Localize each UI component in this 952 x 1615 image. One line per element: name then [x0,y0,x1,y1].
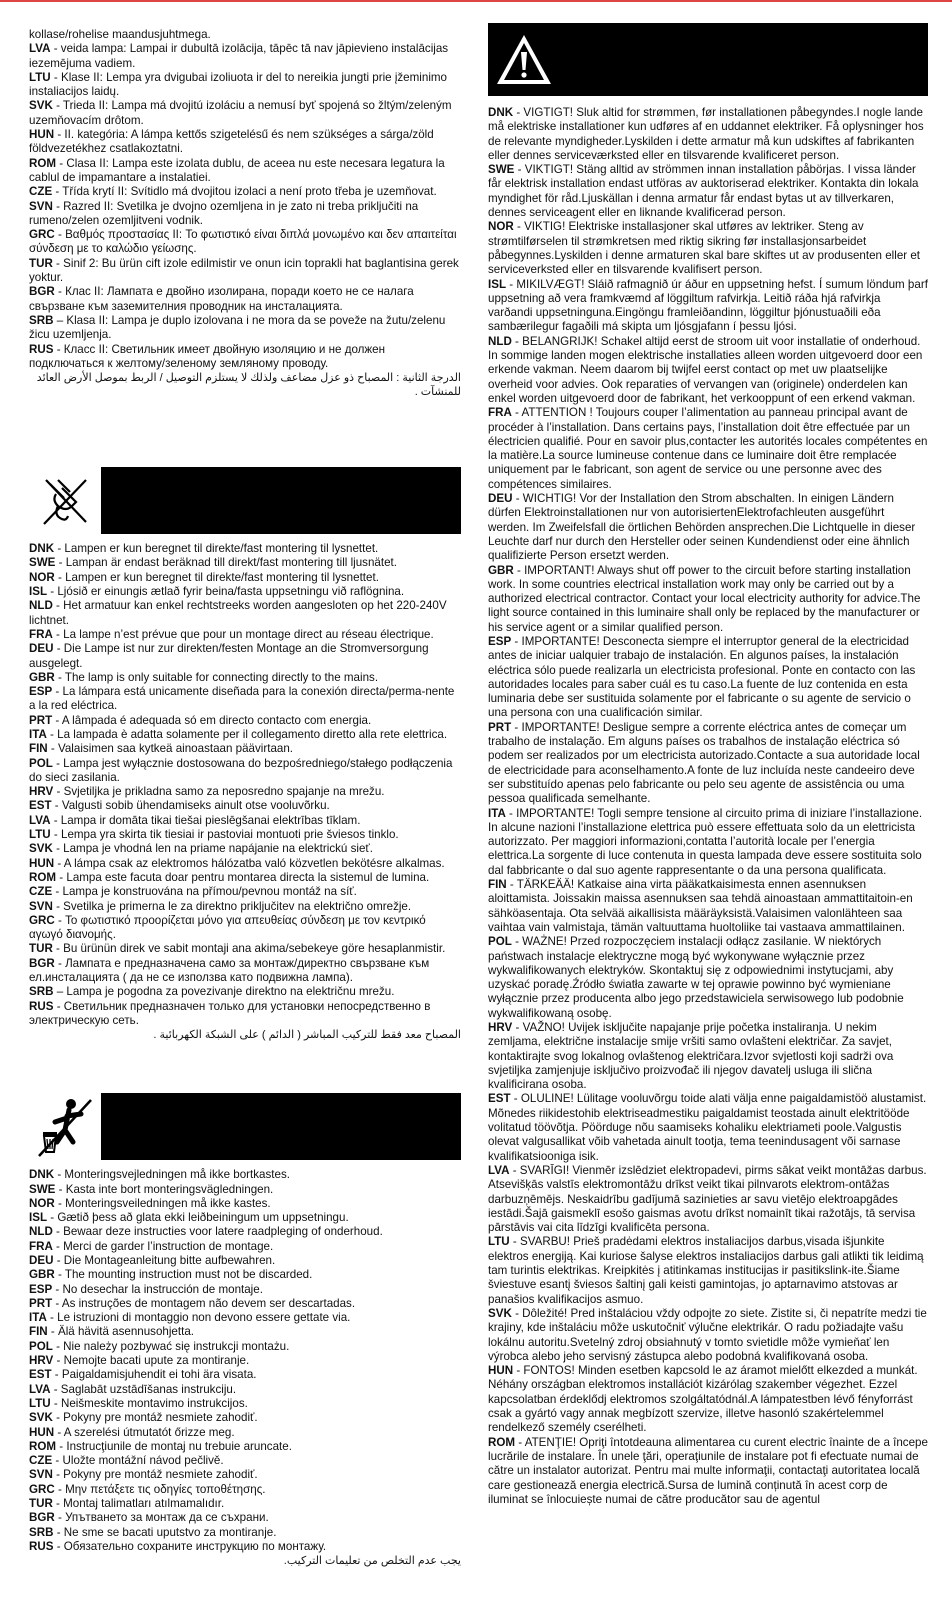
entry-text: - Обязательно сохраните инструкцию по монтажу. [53,1539,327,1553]
language-code: SVN [29,1468,53,1482]
language-code: TUR [29,256,53,270]
entry-text: - A lâmpada é adequada só em directo contacto com energia. [52,713,372,727]
language-entry [488,406,928,492]
entry-text: - No desechar la instrucción de montaje. [52,1282,263,1296]
entry-text: - Клас II: Лампата е двойно изолирана, поради което не се налага свързване към заземителния проводник на инсталацията. [29,285,414,313]
language-code: FIN [29,1325,48,1339]
language-code: SVK [29,842,53,856]
language-entry [29,1426,461,1440]
entry-text: - The mounting instruction must not be discarded. [54,1268,313,1282]
language-code: SWE [29,1182,56,1196]
entry-text: - Лампата е предназначена само за монтаж/директно свързване към ел.инсталацията ( да не се използва като подвижна лампа). [29,956,430,985]
language-code: SVK [29,1411,53,1425]
entry-text: - Třída krytí II: Svítidlo má dvojitou izolaci a není proto třeba je uzemňovat. [52,185,437,199]
language-entry [29,842,461,856]
language-entry [29,900,461,914]
entry-text: - Το φωτιστικό προορίζεται μόνο για απευθείας σύνδεση με τον κεντρικό αγωγό διανομής. [29,913,426,942]
language-code: NLD [488,334,512,348]
person-bin-icon [29,1093,101,1160]
entry-text: - Lampa este facuta doar pentru montarea directa la sistemul de lumina. [56,870,430,884]
language-entry [29,914,461,943]
entry-text: - veida lampa: Lampai ir dubultā izolācija, tāpēc tā nav jāpievieno instalācijas iezemējuma vadiem. [29,42,449,70]
language-code: SWE [29,556,56,570]
entry-text: - Clasa II: Lampa este izolata dublu, de aceea nu este necesara legatura la cablul de impamantare a instalatiei. [29,156,445,184]
language-code: ROM [29,870,57,884]
language-entry [488,1092,928,1163]
entry-text: - Dôležité! Pred inštaláciou vždy odpojte zo siete. Zistite si, či nepatríte medzi tie krajiny, kde inštaláciu môže uskutočniť výlučne elektrikár. O radu požiadajte vašu lokálnu autoritu.Svetelný zdroj obsiahnutý v tomto svietidle môže vymieňať len výrobca alebo jeho servisný zástupca alebo podobná kvalifikovaná osoba. [488,1306,927,1363]
language-code: ITA [29,727,47,741]
language-entry [29,257,461,286]
entry-text: - Uložte montážní návod pečlivě. [52,1454,224,1468]
language-code: ESP [29,685,53,699]
entry-text: – Klasa II: Lampa je duplo izolovana i ne mora da se poveže na žutu/zelenu žicu uzemljenja. [29,313,446,342]
safety-warnings-section [488,106,928,1507]
entry-text: - Bu ürünün direk ve sabit montaji ana akima/sebekeye göre hesaplanmistir. [52,942,446,956]
entry-text: - IMPORTANTE! Desligue sempre a corrente eléctrica antes de começar um trabalho de instalação. Em alguns países os trabalhos de instalação eléctrica só podem ser realizados por um electricista autorizado.Contacte a sua autoridade local de electricidade para aconselhamento.A fonte de luz incluída neste candeeiro deve ser substituído apenas pelo fabricante ou pelo seu agente de assistência ou uma pessoa qualificada semelhante. [488,720,920,806]
entry-text: - VAŽNO! Uvijek isključite napajanje prije početka instaliranja. U nekim zemljama, električne instalacije smije vršiti samo ovlašteni električar. Za savjet, kontaktirajte svog lokalnog ovlaštenog električara.Izvor svjetlosti koji sadrži ova svjetiljka zamjenjuje isključivo proizvođač ili njegov davatelj usluga ili slična kvalificirana osoba. [488,1021,894,1092]
language-code: FIN [29,742,48,756]
entry-text: - SVARĪGI! Vienmēr izslēdziet elektropadevi, pirms sākat veikt montāžas darbus. Atsevišķās valstīs elektromontāžu drīkst veikt tikai pilnvarots elektrom-ontāžas darbuzņēmējs. Neskaidrību gadījumā sazinieties ar savu vietējo elektroapgādes iestādi.Šajā gaismeklī esošo gaismas avotu drīkst nomainīt tikai ražotājs, tā servisa pārstāvis vai cita līdzīgi kvalificēta persona. [488,1163,927,1235]
language-entry [29,1368,461,1382]
language-code: FRA [488,406,512,420]
language-code: ISL [29,585,48,599]
language-code: GRC [29,913,55,927]
entry-text: - Βαθμός προστασίας II: Το φωτιστικό είναι διπλά μονωμένο και δεν απαιτείται σύνδεση με το καλώδιο γείωσης. [29,228,457,256]
language-entry [29,128,461,157]
language-entry [29,542,461,556]
entry-text: - MIKILVÆGT! Sláið rafmagnið úr áður en uppsetning hefst. Í sumum löndum þarf uppsetning að vera framkvæmd af löggiltum rafvirkja. Leitið ráða hjá rafvirkja varðandi uppsetninguna.Eingöngu framleiðandinn, löggiltur þjónustuaðili eða sambærilegur fagaðili má skipta um ljósgjafann í þessu ljósi. [488,277,928,334]
entry-text: - Упътването за монтаж да се съхрани. [54,1511,269,1525]
language-code: RUS [29,1539,54,1553]
entry-text: - La lámpara está unicamente diseñada para la conexión directa/perma-nente a la red eléctrica. [29,685,455,713]
language-entry [29,1183,461,1197]
language-entry [29,1254,461,1268]
language-entry [488,1436,928,1507]
entry-text: - Μην πετάξετε τις οδηγίες τοποθέτησης. [54,1482,266,1496]
keep-instructions-banner [29,1093,461,1160]
language-entry [29,157,461,186]
language-entry [29,1354,461,1368]
language-code: LVA [29,42,51,56]
language-entry [29,685,461,714]
entry-text: – Lampa je pogodna za povezivanje direktno na električnu mrežu. [53,985,395,999]
entry-text: - WAŻNE! Przed rozpoczęciem instalacji odłącz zasilanie. W niektórych państwach instalacje elektryczne mogą być wykonywane wyłącznie przez wykwalifikowanych elektryków. Skontaktuj się z odpowiednimi instytucjami, aby uzyskać poradę.Źródło światła zawarte w tej oprawie powinno być wymieniane wyłącznie przez producenta albo jego przedstawiciela serwisowego lub podobnie wykwalifikowaną osobę. [488,935,904,1020]
language-entry [29,985,461,999]
language-code: ROM [488,1435,516,1449]
language-code: GRC [29,1482,55,1496]
entry-text: - Svetilka je primerna le za direktno priključitev na električno omrežje. [52,899,412,913]
language-entry [29,1283,461,1297]
language-entry [488,1307,928,1364]
entry-text: - Het armatuur kan enkel rechtstreeks worden aangesloten op het 220-240V lichtnet. [29,599,447,627]
language-entry [29,757,461,786]
language-code: BGR [29,956,55,970]
language-entry [29,871,461,885]
entry-text: - Saglabāt uzstādīšanas instrukciju. [50,1382,237,1396]
language-entry [29,42,461,71]
entry-text: - As instruções de montagem não devem ser descartadas. [52,1296,356,1310]
language-code: HUN [488,1364,514,1378]
entry-text: - Ne sme se bacati uputstvo za montiranje. [53,1525,277,1539]
entry-text: - ATTENTION ! Toujours couper l’alimentation au panneau principal avant de procéder à l’installation. Dans certains pays, l’installation doit être effectuée par un électricien qualifié. Pour en savoir plus,contacter les autorités locales compétentes en la matière.La source lumineuse contenue dans ce luminaire doit être remplacée uniquement par le fabricant, son agent de service ou une personne avec des compétences similaires. [488,406,928,491]
language-entry [29,599,461,628]
entry-text: - Monteringsveiledningen må ikke kastes. [54,1196,271,1210]
warning-triangle-icon [488,23,560,96]
language-entry [29,1197,461,1211]
language-code: ESP [29,1282,53,1296]
entry-text: - Neišmeskite montavimo instrukcijos. [50,1396,248,1410]
entry-text: - OLULINE! Lülitage vooluvõrgu toide alati välja enne paigaldamistöö alustamist. Mõnedes riikidestohib elektriseadmestiku paigaldamist teostada ainult elektritööde volitatud töövõtja. Pöörduge nõu saamiseks kohaliku elektriameti poole.Valgustis olevat valgusallikat võib vahetada ainult tootja, tema teenindusagent või sarnase kvalifikatsiooniga isik. [488,1092,927,1163]
language-entry [29,1497,461,1511]
language-entry [29,1440,461,1454]
language-entry [488,721,928,807]
language-code: RUS [29,342,54,356]
language-code: HRV [29,1354,54,1368]
language-code: ESP [488,634,512,648]
language-entry [29,200,461,229]
language-code: LVA [29,813,51,827]
language-code: TUR [29,942,53,956]
entry-text: - II. kategória: A lámpa kettős szigetelésű és nem szükséges a sárga/zöld földvezetékhez csatlakoztatni. [29,128,434,156]
entry-text: - SVARBU! Prieš pradėdami elektros instaliacijos darbus,visada išjunkite elektros energiją. Kai kuriose šalyse elektros instaliacijos darbus gali atlikti tik leidimą tam turintis elektrikas. Kreipkitės į atitinkamas institucijas ir pasitikslink-ite.Šiame šviestuve esantį šviesos šaltinį gali keisti gamintojas, jo aptarnavimo atstovas ar panašios kvalifikacijos asmuo. [488,1235,924,1306]
warning-banner [488,23,928,96]
language-entry [29,99,461,128]
language-entry [29,714,461,728]
language-entry [488,635,928,721]
language-entry [29,1511,461,1525]
language-code: DNK [29,542,55,556]
entry-text: - Класс II: Светильник имеет двойную изоляцию и не должен подключаться к желтому/зеленому земляному проводу. [29,342,386,370]
language-entry [29,1211,461,1225]
entry-text: - Trieda II: Lampa má dvojitú izoláciu a nemusí byť spojená so žltým/zeleným uzemňovacím drôtom. [29,99,452,127]
language-code: CZE [29,185,53,199]
language-entry [29,585,461,599]
language-entry [29,185,461,199]
entry-text: - Lempa yra skirta tik tiesiai ir pastoviai montuoti prie šviesos tinklo. [50,828,399,842]
language-code: FRA [29,1239,53,1253]
language-code: SVK [488,1306,512,1320]
entry-text: - ATENŢIE! Opriţi întotdeauna alimentarea cu curent electric înainte de a începe lucrările de instalare. În unele ţări, operaţiunile de instalare pot fi efectuate numai de către un instalator autorizat. Pentru mai multe informaţii, contactaţi autoritatea locală care gestionează energia electrică.Sursa de lumină conținută în acest corp de iluminat se înlocuiește numai de către producător sau de agentul [488,1435,928,1506]
entry-text: - Valgusti sobib ühendamiseks ainult otse vooluvõrku. [51,799,330,813]
entry-text: - TÄRKEÄÄ! Katkaise aina virta pääkatkaisimesta ennen asennuksen aloittamista. Joissakin maissa asennuksen saa tehdä ainoastaan ammattitaitoin-en sähköasentaja. Ota selvää aikallisista määräyksistä.Valaisimen valonlähteen saa vaihtaa vain valmistaja, tämän valtuuttama huoltoliike tai vastaava ammattilainen. [488,878,913,934]
language-code: HRV [29,785,54,799]
entry-text: - WICHTIG! Vor der Installation den Strom abschalten. In einigen Ländern dürfen Elektroinstallationen nur von autorisiertenElektrofachleuten ausgeführt werden. Im Zweifelsfall die örtlichen Behörden ansprechen.Die Lichtquelle in dieser Leuchte darf nur durch den Hersteller oder seinen Kundendienst oder eine ähnlich qualifizierte Person ersetzt werden. [488,492,916,563]
language-code: TUR [29,1497,53,1511]
language-code: POL [488,935,512,949]
language-code: ROM [29,156,57,170]
entry-text: - Lampen er kun beregnet til direkte/fast montering til lysnettet. [54,542,379,556]
language-entry [29,628,461,642]
language-entry [29,571,461,585]
entry-text: - Le istruzioni di montaggio non devono essere gettate via. [46,1311,351,1325]
entry-text: - IMPORTANTE! Desconecta siempre el interruptor general de la electricidad antes de iniciar ualquier trabajo de instalación. En algunos países, la instalación eléctrica sólo puede realizarla un electricista profesional. Ponte en contacto con las autoridades locales para saber cuál es tu caso.La fuente de luz contenida en esta luminaria debe ser sustituida solamente por el fabricante o su agente de servicio o una persona con una cualificación similar. [488,634,916,720]
language-entry [29,1225,461,1239]
language-entry [29,1454,461,1468]
language-entry [29,343,461,372]
entry-text: - Lampan är endast beräknad till direkt/fast montering till ljusnätet. [55,556,397,570]
entry-text: - Pokyny pre montáž nesmiete zahodiť. [52,1468,258,1482]
entry-text: - Nie należy pozbywać się instrukcji montażu. [52,1339,290,1353]
language-entry [29,1340,461,1354]
language-code: LVA [29,1382,51,1396]
language-code: EST [488,1092,511,1106]
language-code: LVA [488,1163,510,1177]
entry-text: - Svjetiljka je prikladna samo za neposredno spajanje na mrežu. [53,785,385,799]
entry-text: - The lamp is only suitable for connecting directly to the mains. [54,670,379,684]
language-code: EST [29,799,52,813]
language-code: GRC [29,228,55,242]
entry-text: - Monteringsvejledningen må ikke bortkastes. [54,1168,290,1182]
entry-text: - A lámpa csak az elektromos hálózatba való közvetlen bekötésre alkalmas. [54,856,445,870]
entry-text: - Lampen er kun beregnet til direkte/fast montering til lysnettet. [54,570,379,584]
language-entry [488,492,928,563]
language-code: LTU [488,1235,510,1249]
no-plug-icon [29,467,101,534]
language-entry [488,163,928,220]
language-code: NOR [29,1196,55,1210]
language-code: LTU [29,828,51,842]
language-code: LTU [29,1396,51,1410]
language-entry [29,556,461,570]
entry-text: - VIKTIG! Elektriske installasjoner skal utføres av lektriker. Steng av strømtilførselen til strømkretsen med riktig sikring før installasjonsarbeidet påbegynnes.Lyskilden i denne armaturen skal bare skiftes ut av produsenten eller et serviceverksted eller en tilsvarende kvalifisert person. [488,220,921,277]
language-code: GBR [29,1268,55,1282]
left-column [29,28,461,1568]
language-code: NOR [488,220,514,234]
language-code: CZE [29,1454,53,1468]
language-code: SRB [29,313,54,327]
language-entry [29,785,461,799]
entry-text: - La lampe n’est prévue que pour un montage direct au réseau électrique. [52,627,434,641]
entry-text: - Lampa je konstruována na přímou/pevnou montáž na síť. [52,885,357,899]
language-code: GBR [29,670,55,684]
language-code: SWE [488,163,515,177]
language-entry [29,1383,461,1397]
double-insulation-section [29,28,461,371]
language-code: PRT [29,1296,53,1310]
entry-text: - Montaj talimatları atılmamalıdır. [52,1497,225,1511]
language-entry [29,671,461,685]
language-entry [29,1526,461,1540]
language-code: SVK [29,99,53,113]
entry-text: - Светильник предназначен только для установки непосредственно в электрическую сеть. [29,999,431,1027]
language-code: SRB [29,985,54,999]
language-entry [488,564,928,635]
keep-instructions-arabic: يجب عدم التخلص من تعليمات التركيب. [283,1555,461,1568]
language-entry [488,1364,928,1435]
language-code: PRT [29,713,53,727]
page-top-rule [0,0,952,2]
language-entry [29,828,461,842]
entry-text: - IMPORTANT! Always shut off power to the circuit before starting installation work. In some countries electrical installation work may only be carried out by a authorized electrical contractor. Contact your local electricity authority for advice.The light source contained in this luminaire shall only be replaced by the manufacturer or his service agent or a similar qualified person. [488,563,921,634]
language-entry [29,285,461,314]
entry-text: - Paigaldamisjuhendit ei tohi ära visata. [51,1368,257,1382]
direct-mounting-section [29,542,461,1028]
language-entry [29,1468,461,1482]
language-entry [29,942,461,956]
language-entry [488,1164,928,1235]
no-earth-banner [29,467,461,534]
language-code: PRT [488,720,512,734]
language-entry [29,957,461,986]
language-code: GBR [488,563,514,577]
language-entry [29,742,461,756]
language-code: HUN [29,856,55,870]
entry-text: - La lampada è adatta solamente per il collegamento diretto alla rete elettrica. [46,727,448,741]
language-entry [29,799,461,813]
language-entry [488,1235,928,1306]
entry-text: - Ljósið er einungis ætlað fyrir beina/fasta uppsetningu við raflögnina. [47,585,405,599]
language-code: ITA [488,806,506,820]
language-code: RUS [29,999,54,1013]
language-entry [29,1168,461,1182]
language-code: FRA [29,627,53,641]
right-column [488,23,928,1507]
language-entry [29,314,461,343]
entry-text: - Razred II: Svetilka je dvojno ozemljena in je zato ni treba priključiti na rumeno/zelen ozemljitveni vodnik. [29,199,419,227]
entry-text: - Valaisimen saa kytkeä ainoastaan päävirtaan. [47,742,294,756]
language-entry [29,1397,461,1411]
keep-instructions-section [29,1168,461,1554]
language-code: CZE [29,885,53,899]
language-entry [29,1325,461,1339]
entry-text: - Die Montageanleitung bitte aufbewahren. [53,1254,276,1267]
direct-mounting-arabic: المصباح معد فقط للتركيب المباشر ( الدائم ) على الشبكة الكهربائية . [153,1029,461,1042]
language-code: BGR [29,1511,55,1525]
language-code: DNK [29,1168,55,1182]
language-entry [29,1483,461,1497]
entry-text: - Nemojte bacati upute za montiranje. [53,1354,250,1368]
language-entry [29,228,461,257]
language-code: SRB [29,1525,54,1539]
language-entry [29,1268,461,1282]
language-code: NLD [29,1225,53,1239]
entry-text: - Merci de garder l’instruction de montage. [52,1239,274,1253]
language-entry [29,1540,461,1554]
language-code: BGR [29,285,55,299]
entry-text: - Klase II: Lempa yra dvigubai izoliuota ir del to nereikia jungti prie įžeminimo instaliacijos laidų. [29,70,447,99]
language-entry [488,807,928,878]
language-entry [29,814,461,828]
language-entry [29,728,461,742]
language-code: DEU [29,1254,54,1267]
entry-text: - VIGTIGT! Sluk altid for strømmen, før installationen påbegyndes.I nogle lande må elektriske installationer kun udføres af en uddannet elektriker. Få oplysninger hos de relevante myndigheder.Lyskilden i dette armatur må kun udskiftes af fabrikanten eller dennes serviceværksted eller en tilsvarende kvalificeret person. [488,106,924,162]
language-code: SVN [29,199,53,213]
language-entry [29,1311,461,1325]
language-code: HRV [488,1021,513,1034]
language-entry [488,106,928,163]
entry-text: - Sinif 2: Bu ürün cift izole edilmistir ve onun icin toprakli hat baglantisina gerek yoktur. [29,256,459,285]
language-code: FIN [488,878,507,892]
language-entry [29,1240,461,1254]
entry-text: - Lampa jest wyłącznie dostosowana do bezpośredniego/stałego podłączenia do sieci zasilania. [29,756,453,784]
entry-text: - Instrucţiunile de montaj nu trebuie aruncate. [56,1439,292,1453]
entry-text: - Lampa ir domāta tikai tiešai pieslēgšanai elektrības tīklam. [50,813,361,827]
entry-text: - A szerelési útmutatót őrizze meg. [54,1425,235,1439]
language-code: ROM [29,1439,57,1453]
language-entry [488,1021,928,1092]
language-entry [488,878,928,935]
language-entry [29,71,461,100]
language-code: ISL [29,1211,48,1225]
language-code: POL [29,756,53,770]
entry-text: - VIKTIGT! Stäng alltid av strömmen innan installation påbörjas. I vissa länder får elektrisk installation endast utföras av auktoriserad elektriker. Kontakta din lokala myndighet för råd.Ljuskällan i denna armatur får endast bytas ut av tillverkaren, dennes serviceagent eller en liknande kvalificerad person. [488,163,919,220]
language-entry [29,28,461,42]
language-code: EST [29,1368,52,1382]
language-entry [488,220,928,277]
language-entry [29,885,461,899]
language-code: DEU [29,642,54,656]
entry-text: - FONTOS! Minden esetben kapcsold le az áramot mielőtt elkezded a munkát. Néhány országban elektromos installációt kizárólag szakember végezhet. Ezzel kapcsolatban érdeklődj elektromos szolgáltatódnál.A lámpatestben lévő fényforrást csak a gyártó vagy annak megbízott szervize, illetve hasonló szakértelemmel rendelkező személy cserélheti. [488,1364,918,1435]
language-code: ISL [488,277,507,291]
entry-text: - Kasta inte bort monteringsvägledningen. [55,1182,274,1196]
language-code: ITA [29,1311,47,1325]
language-code: DEU [488,492,513,506]
language-code: HUN [29,1425,55,1439]
language-entry [29,857,461,871]
language-code: SVN [29,899,53,913]
entry-text: - IMPORTANTE! Togli sempre tensione al circuito prima di iniziare l’installazione. In alcune nazioni l’installazione elettrica può essere effettuata solo da un elettricista autorizzato. Per maggiori informazioni,contatta l’autorità locale per l’energia elettrica.La sorgente di luce contenuta in questa lampada deve essere sostituita solo dal fabbricante o dal suo agente rappresentante o da una persona qualificata. [488,806,923,877]
language-entry [488,935,928,1021]
entry-text: - Pokyny pre montáž nesmiete zahodiť. [52,1411,258,1425]
entry-text: - BELANGRIJK! Schakel altijd eerst de stroom uit voor installatie of onderhoud. In sommige landen mogen elektrische installaties alleen worden uitgevoerd door een erkende vakman. Neem daarom bij twijfel eerst contact op met uw plaatselijke overheid voor advies. Ook reparaties of vervangen van (originele) onderdelen kan enkel worden uitgevoerd door de fabrikant, het verkooppunt of een erkend vakman. [488,334,923,405]
language-entry [488,278,928,335]
language-entry [29,642,461,671]
double-insulation-arabic: الدرجة الثانية : المصباح ذو عزل مضاعف ولذلك لا يستلزم التوصيل / الربط بموصل الأرض العائد للمنشآت . [36,372,461,399]
language-entry [29,1411,461,1425]
language-code: POL [29,1339,53,1353]
entry-text: - Älä hävitä asennusohjetta. [47,1325,194,1339]
language-code: NOR [29,570,55,584]
entry-text: - Die Lampe ist nur zur direkten/festen Montage an die Stromversorgung ausgelegt. [29,642,429,670]
language-entry [488,335,928,406]
language-code: DNK [488,106,514,119]
language-code: LTU [29,70,51,84]
language-code: NLD [29,599,53,613]
entry-text: - Lampa je vhodná len na priame napájanie na elektrickú sieť. [52,842,373,856]
entry-text: - Bewaar deze instructies voor latere raadpleging of onderhoud. [52,1225,383,1239]
language-entry [29,1297,461,1311]
entry-text: - Gætið þess að glata ekki leiðbeiningum um uppsetningu. [47,1211,349,1225]
language-code: HUN [29,128,55,142]
entry-text: kollase/rohelise maandusjuhtmega. [29,28,211,41]
language-entry [29,1000,461,1029]
